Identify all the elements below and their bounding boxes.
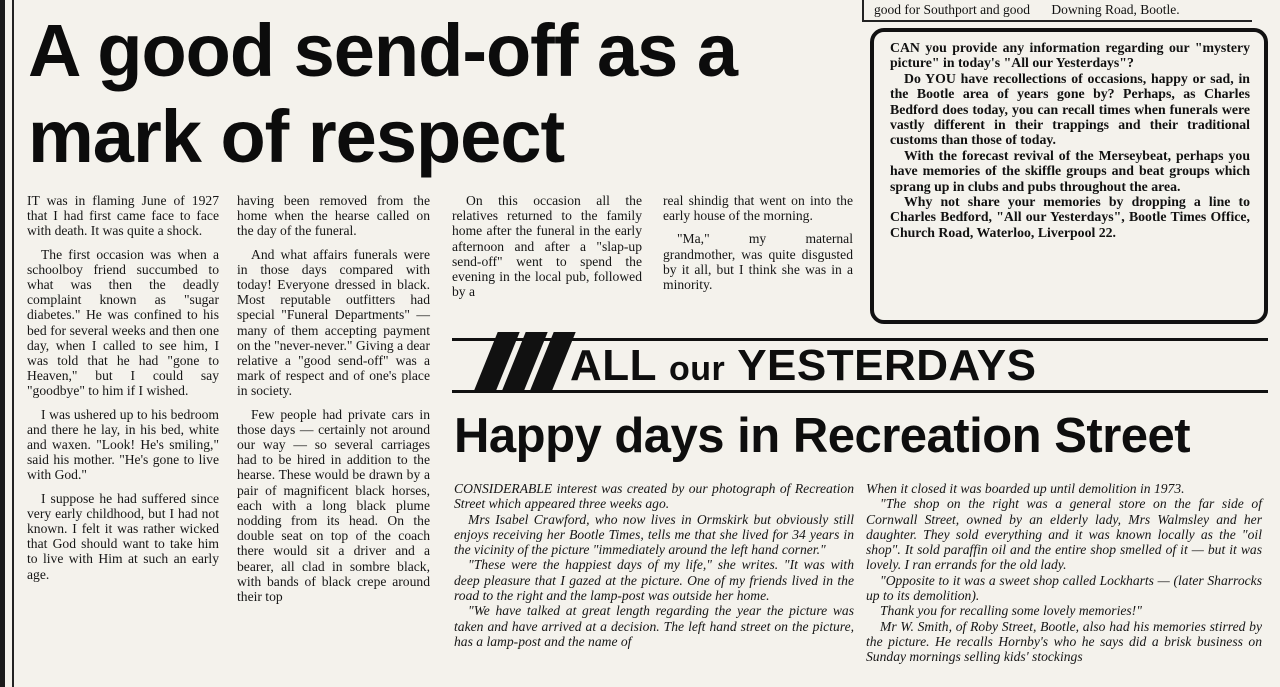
- paragraph: "Opposite to it was a sweet shop called Lockharts — (later Sharrocks up to its demolition).: [866, 572, 1262, 604]
- paragraph: CONSIDERABLE interest was created by our photograph of Recreation Street which appeared three weeks ago.: [454, 481, 854, 512]
- paragraph: Thank you for recalling some lovely memories!": [880, 603, 1142, 619]
- paragraph: When it closed it was boarded up until demolition in 1973.: [866, 481, 1185, 496]
- banner-word-all: ALL: [570, 341, 657, 390]
- paragraph: The first occasion was when a schoolboy friend succumbed to what was then the deadly complaint known as "sugar diabetes." He was confined to his bed for several weeks and then one day, when I called to see him, I was told that he had "gone to Heaven," but I could say "goodbye" to him if I wished.: [27, 246, 219, 399]
- paragraph: IT was in flaming June of 1927 that I had first came face to face with death. It was quite a shock.: [27, 193, 219, 239]
- paragraph: real shindig that went on into the early house of the morning.: [663, 193, 853, 224]
- paragraph: I suppose he had suffered since very early childhood, but I had not known. I felt it was rather wicked that God should want to take him to live with Him at such an early age.: [27, 490, 219, 582]
- info-paragraph: With the forecast revival of the Merseybeat, perhaps you have memories of the skiffle groups and beat groups which sprang up in clubs and pubs throughout the area.: [890, 147, 1250, 194]
- article-column-3: [452, 193, 642, 307]
- paragraph: And what affairs funerals were in those days compared with today! Everyone dressed in black. Most reputable outfitters had special "Funeral Departments" — many of them accepting payment on the "never-never." Giving a dear relative a "good send-off" was a mark of respect and of one's place in society.: [237, 246, 430, 399]
- info-box: [870, 28, 1268, 324]
- paragraph: Mr W. Smith, of Roby Street, Bootle, also had his memories stirred by the picture. He recalls Hornby's who he says did a brisk business on Sunday mornings selling kids' stockings: [866, 618, 1262, 665]
- paragraph: "The shop on the right was a general store on the far side of Cornwall Street, owned by an elderly lady, Mrs Walmsley and her daughter. They sold everything and it was known locally as the "oil shop". It sold paraffin oil and the entire shop smelled of it — but it was lovely. I ran errands for the old lady.: [866, 496, 1262, 573]
- sub-headline: Happy days in Recreation Street: [454, 409, 1191, 463]
- paragraph: Mrs Isabel Crawford, who now lives in Ormskirk but obviously still enjoys receiving her Bootle Times, tells me that she lived for 34 years in the vicinity of the picture "immediately around the left hand corner.": [454, 511, 854, 558]
- section-banner: [452, 328, 1278, 398]
- paragraph: Few people had private cars in those days — certainly not around our way — so several carriages had to be hired in addition to the hearse. These would be drawn by a pair of magnificent black horses, each with a long black plume nodding from its head. On the double seat on top of the coach there would sit a driver and a bearer, all clad in sombre black, with bands of black crepe around their top: [237, 406, 430, 605]
- banner-title: [570, 342, 1036, 393]
- paragraph: "Ma," my maternal grandmother, was quite disgusted by it all, but I think she was in a minority.: [663, 231, 853, 293]
- sub-article-column-1: [454, 481, 854, 649]
- info-paragraph: Why not share your memories by dropping a line to Charles Bedford, "All our Yesterdays", Bootle Times Office, Church Road, Waterloo, Liverpool 22.: [890, 194, 1250, 240]
- banner-word-our: our: [668, 350, 726, 388]
- column-rule: [12, 0, 14, 687]
- banner-word-yesterdays: YESTERDAYS: [737, 341, 1037, 390]
- paragraph: On this occasion all the relatives returned to the family home after the funeral in the early afternoon and after a "slap-up send-off" went to spend the evening in the local pub, followed by a: [452, 193, 642, 300]
- info-paragraph: CAN you provide any information regarding our "mystery picture" in today's "All our Yesterdays"?: [890, 40, 1250, 71]
- paragraph: I was ushered up to his bedroom and there he lay, in his bed, white and waxen. "Look! He's smiling," said his mother. "He's gone to live with God.": [27, 406, 219, 483]
- article-column-2: [237, 193, 430, 612]
- info-paragraph: Do YOU have recollections of occasions, happy or sad, in the Bootle area of years gone by? Perhaps, as Charles Bedford does today, you can recall times when funerals were vastly different in their trappings and their traditional customs than those of today.: [890, 70, 1250, 148]
- page-edge-rule: [0, 0, 5, 687]
- top-strip-right-text: Downing Road, Bootle.: [1051, 2, 1180, 17]
- headline: A good send-off as a mark of respect: [28, 9, 738, 178]
- paragraph: having been removed from the home when the hearse called on the day of the funeral.: [237, 193, 430, 239]
- top-strip: [862, 0, 1252, 22]
- top-strip-left-text: good for Southport and good: [874, 2, 1030, 17]
- article-column-1: [27, 193, 219, 590]
- paragraph: "We have talked at great length regarding the year the picture was taken and have arrived at a decision. The left hand street on the picture, has a lamp-post and the name of: [454, 603, 854, 649]
- article-column-4: [663, 193, 853, 300]
- paragraph: "These were the happiest days of my life," she writes. "It was with deep pleasure that I gazed at the picture. One of my friends lived in the road to the right and the lamp-post was outside her home.: [454, 557, 854, 604]
- sub-article-column-2: [866, 481, 1262, 665]
